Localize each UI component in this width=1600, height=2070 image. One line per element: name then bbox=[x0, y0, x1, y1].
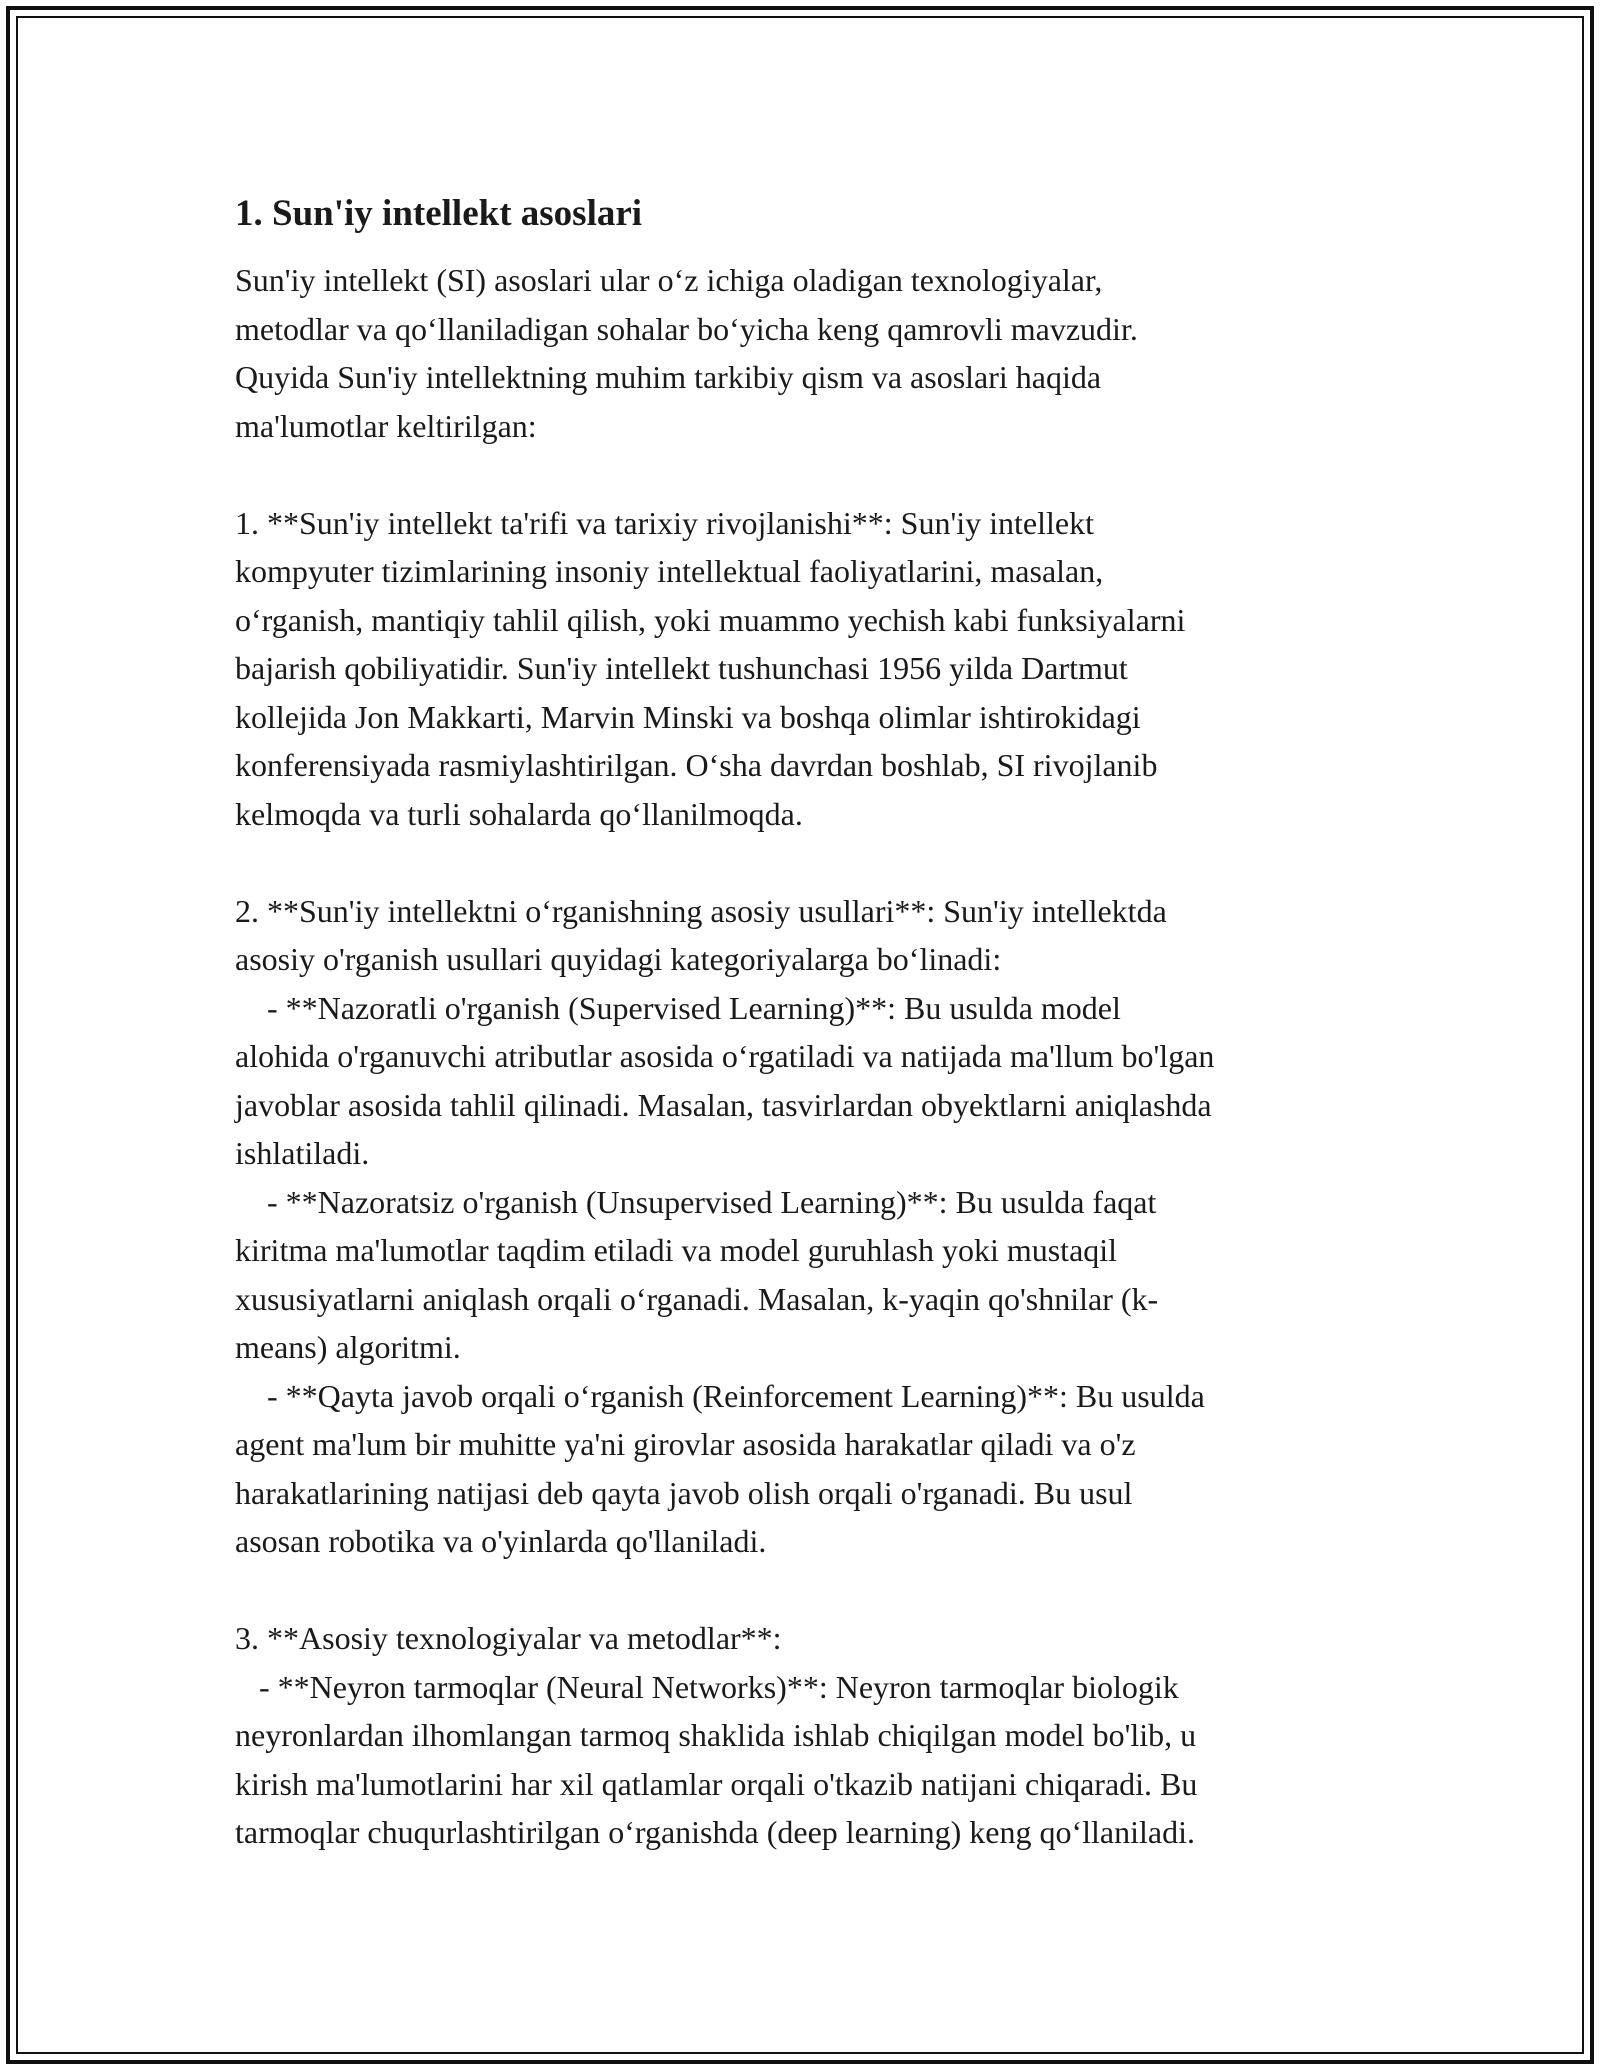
document-content bbox=[235, 180, 1365, 1857]
section-body-text: Sun'iy intellekt (SI) asoslari ular o‘z ichiga oladigan texnologiyalar, metodlar va qo‘llaniladigan sohalar bo‘yicha keng qamrovli mavzudir. Quyida Sun'iy intellektning muhim tarkibiy qism va asoslari haqida ma'lumotlar keltirilgan: 1. **Sun'iy intellekt ta'rifi va tarixiy rivojlanishi**: Sun'iy intellekt kompyuter tizimlarining insoniy intellektual faoliyatlarini, masalan, o‘rganish, mantiqiy tahlil qilish, yoki muammo yechish kabi funksiyalarni bajarish qobiliyatidir. Sun'iy intellekt tushunchasi 1956 yilda Dartmut kollejida Jon Makkarti, Marvin Minski va boshqa olimlar ishtirokidagi konferensiyada rasmiylashtirilgan. O‘sha davrdan boshlab, SI rivojlanib kelmoqda va turli sohalarda qo‘llanilmoqda. 2. **Sun'iy intellektni o‘rganishning asosiy usullari**: Sun'iy intellektda asosiy o'rganish usullari quyidagi kategoriyalarga bo‘linadi: - **Nazoratli o'rganish (Supervised Learning)**: Bu usulda model alohida o'rganuvchi atributlar asosida o‘rgatiladi va natijada ma'llum bo'lgan javoblar asosida tahlil qilinadi. Masalan, tasvirlardan obyektlarni aniqlashda ishlatiladi. - **Nazoratsiz o'rganish (Unsupervised Learning)**: Bu usulda faqat kiritma ma'lumotlar taqdim etiladi va model guruhlash yoki mustaqil xususiyatlarni aniqlash orqali o‘rganadi. Masalan, k-yaqin qo'shnilar (k- means) algoritmi. - **Qayta javob orqali o‘rganish (Reinforcement Learning)**: Bu usulda agent ma'lum bir muhitte ya'ni girovlar asosida harakatlar qiladi va o'z harakatlarining natijasi deb qayta javob olish orqali o'rganadi. Bu usul asosan robotika va o'yinlarda qo'llaniladi. 3. **Asosiy texnologiyalar va metodlar**: - **Neyron tarmoqlar (Neural Networks)**: Neyron tarmoqlar biologik neyronlardan ilhomlangan tarmoq shaklida ishlab chiqilgan model bo'lib, u kirish ma'lumotlarini har xil qatlamlar orqali o'tkazib natijani chiqaradi. Bu tarmoqlar chuqurlashtirilgan o‘rganishda (deep learning) keng qo‘llaniladi. bbox=[235, 262, 1215, 1850]
section-heading: 1. Sun'iy intellekt asoslari bbox=[235, 193, 643, 234]
